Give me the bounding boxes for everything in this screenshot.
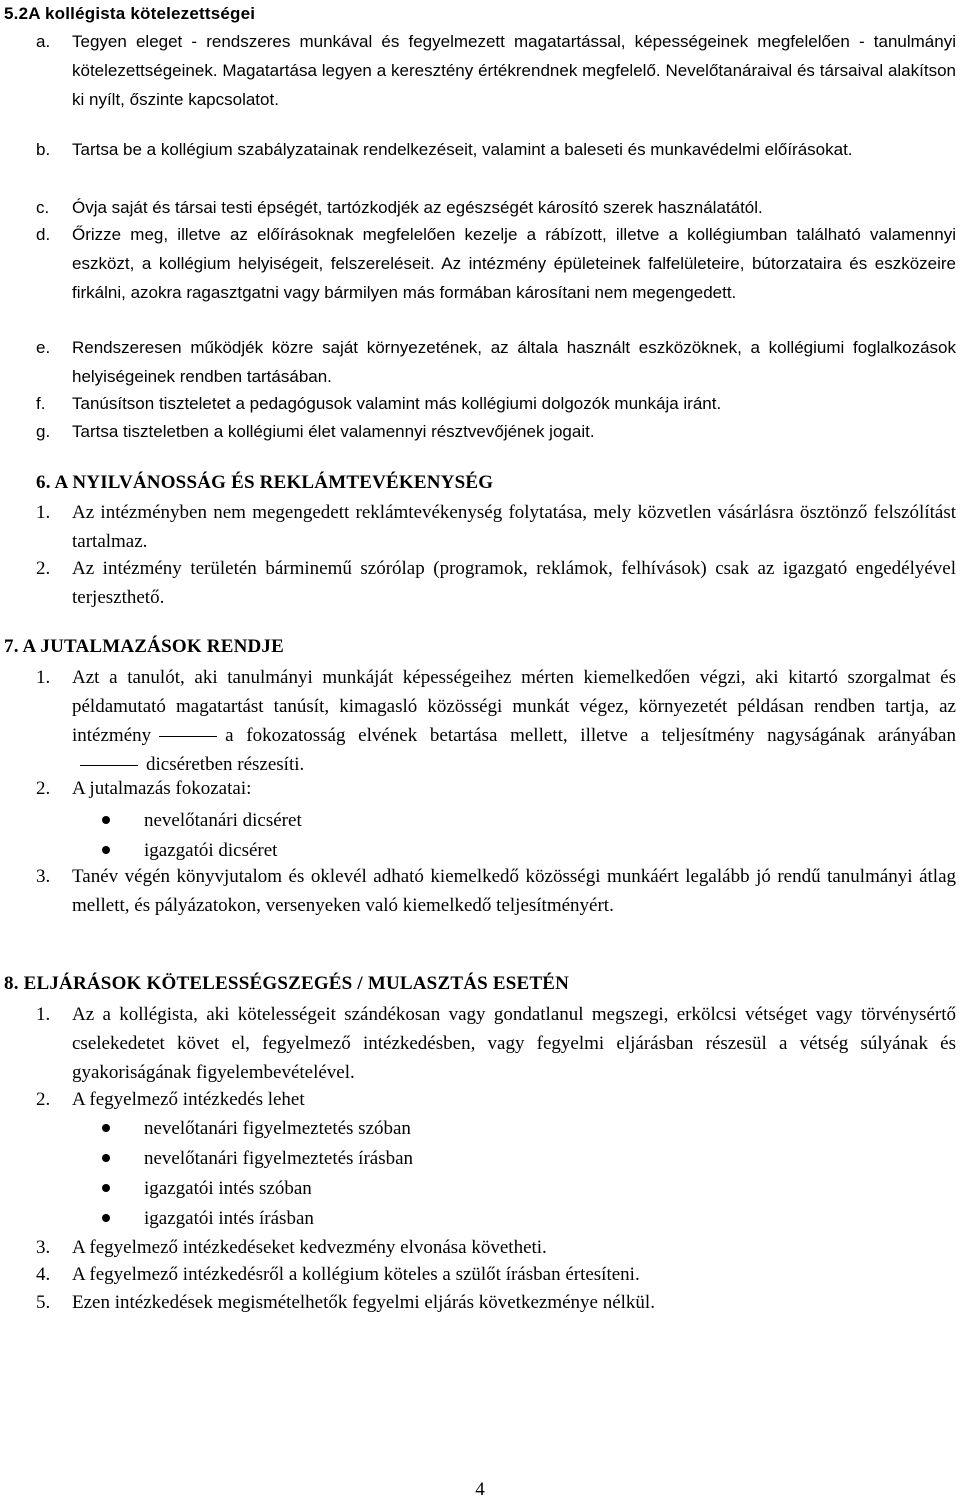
item-marker: 3.: [36, 1237, 51, 1258]
item-text: Őrizze meg, illetve az előírásoknak megfelelően kezelje a rábízott, illetve a kollégiumban található valamennyi eszközt, a kollégium helyiségeit, felszereléseit. Az intézmény épületeinek falfelületeire, bútorzataira és eszközeire firkálni, azokra ragasztgatni vagy bármilyen más formában károsítani nem megengedett.: [72, 225, 956, 302]
item-text: Ezen intézkedések megismételhetők fegyelmi eljárás következménye nélkül.: [72, 1292, 655, 1313]
item-marker: 2.: [36, 1089, 51, 1110]
bullet-icon: [102, 1184, 110, 1192]
bullet-text: nevelőtanári dicséret: [144, 810, 302, 831]
item-text: A fegyelmező intézkedéseket kedvezmény elvonása követheti.: [72, 1237, 547, 1258]
item-text: Tartsa tiszteletben a kollégiumi élet valamennyi résztvevőjének jogait.: [72, 422, 595, 441]
item-text: Rendszeresen működjék közre saját környezetének, az általa használt eszközöknek, a kollégiumi foglalkozások helyiségeinek rendben tartásában.: [72, 338, 956, 386]
item-marker: e.: [36, 338, 51, 357]
bullet-text: igazgatói intés írásban: [144, 1208, 314, 1229]
bullet-item: [72, 1144, 932, 1173]
bullet-text: nevelőtanári figyelmeztetés szóban: [144, 1118, 411, 1139]
list-item-g: [36, 417, 956, 446]
section-heading-7: 7. A JUTALMAZÁSOK RENDJE: [4, 636, 284, 657]
item-text: A fegyelmező intézkedésről a kollégium köteles a szülőt írásban értesíteni.: [72, 1264, 640, 1285]
bullet-text: igazgatói intés szóban: [144, 1178, 312, 1199]
item-text: Az a kollégista, aki kötelességeit szándékosan vagy gondatlanul megszegi, erkölcsi vétséget vagy törvénysértő cselekedetet követ el, fegyelmező intézkedésben, vagy fegyelmi eljárásban részesül a vétség súlyának és gyakoriságának figyelembevételével.: [72, 1004, 956, 1083]
item-marker: 4.: [36, 1264, 51, 1285]
item-text: Óvja saját és társai testi épségét, tartózkodjék az egészségét károsító szerek használatától.: [72, 198, 763, 217]
list-item-7-3: [36, 862, 956, 920]
dash-rule: [80, 765, 138, 766]
item-text-part: Azt a tanulót, aki tanulmányi munkáját képességeihez mérten kiemelkedően végzi, aki kitartó szorgalmat és példamutató magatartást tanúsít, kimagasló közösségi munkát végez, környezetét példásan rendben tartja, az intézmény: [72, 667, 956, 746]
list-item-6-1: [36, 498, 956, 556]
item-marker: 1.: [36, 667, 51, 688]
item-marker: g.: [36, 422, 51, 441]
list-item-b: [36, 135, 956, 164]
bullet-icon: [102, 846, 110, 854]
list-item-e: [36, 333, 956, 391]
item-text: Tanév végén könyvjutalom és oklevél adható kiemelkedő közösségi munkáért legalább jó rendű tanulmányi átlag mellett, és pályázatokon, versenyeken való kiemelkedő teljesítményért.: [72, 866, 956, 916]
item-text: Tartsa be a kollégium szabályzatainak rendelkezéseit, valamint a baleseti és munkavédelmi előírásokat.: [72, 140, 853, 159]
item-text: Az intézményben nem megengedett reklámtevékenység folytatása, mely közvetlen vásárlásra ösztönző felszólítást tartalmaz.: [72, 502, 956, 552]
item-text-part: dicséretben részesíti.: [146, 754, 305, 775]
bullet-icon: [102, 816, 110, 824]
section-heading-5-2: 5.2A kollégista kötelezettségei: [4, 4, 256, 23]
list-item-7-1: [36, 663, 956, 779]
item-marker: 2.: [36, 778, 51, 799]
page-number: 4: [475, 1479, 485, 1500]
bullet-icon: [102, 1124, 110, 1132]
item-marker: c.: [36, 198, 50, 217]
bullet-text: nevelőtanári figyelmeztetés írásban: [144, 1148, 414, 1169]
item-marker: 2.: [36, 558, 51, 579]
list-item-8-5: [36, 1288, 956, 1317]
list-item-8-1: [36, 1000, 956, 1087]
list-item-6-2: [36, 554, 956, 612]
bullet-icon: [102, 1154, 110, 1162]
dash-rule: [159, 736, 217, 737]
item-text-part: a fokozatosság elvének betartása mellett, illetve a teljesítmény nagyságának arányában: [225, 725, 956, 746]
list-item-a: [36, 27, 956, 114]
bullet-item: [72, 836, 932, 865]
bullet-text: igazgatói dicséret: [144, 840, 278, 861]
list-item-8-4: [36, 1260, 956, 1289]
item-marker: b.: [36, 140, 51, 159]
bullet-item: [72, 1114, 932, 1143]
list-item-c: [36, 193, 956, 222]
item-text: [72, 663, 956, 779]
item-marker: d.: [36, 225, 51, 244]
item-marker: 1.: [36, 502, 51, 523]
item-text: A fegyelmező intézkedés lehet: [72, 1089, 305, 1110]
bullet-item: [72, 1204, 932, 1233]
section-heading-6: 6. A NYILVÁNOSSÁG ÉS REKLÁMTEVÉKENYSÉG: [36, 472, 494, 493]
item-marker: 5.: [36, 1292, 51, 1313]
list-item-f: [36, 389, 956, 418]
item-marker: 1.: [36, 1004, 51, 1025]
item-text: Tanúsítson tiszteletet a pedagógusok valamint más kollégiumi dolgozók munkája iránt.: [72, 394, 722, 413]
item-text: Az intézmény területén bárminemű szórólap (programok, reklámok, felhívások) csak az igazgató engedélyével terjeszthető.: [72, 558, 956, 608]
list-item-8-2: [36, 1085, 956, 1114]
list-item-d: [36, 220, 956, 307]
bullet-item: [72, 1174, 932, 1203]
item-text: A jutalmazás fokozatai:: [72, 778, 252, 799]
list-item-8-3: [36, 1233, 956, 1262]
bullet-item: [72, 806, 932, 835]
item-marker: f.: [36, 394, 46, 413]
bullet-icon: [102, 1214, 110, 1222]
section-heading-8: 8. ELJÁRÁSOK KÖTELESSÉGSZEGÉS / MULASZTÁS ESETÉN: [4, 973, 570, 994]
item-marker: a.: [36, 32, 51, 51]
list-item-7-2: [36, 774, 956, 803]
item-marker: 3.: [36, 866, 51, 887]
item-text: Tegyen eleget - rendszeres munkával és fegyelmezett magatartással, képességeinek megfelelően - tanulmányi kötelezettségeinek. Magatartása legyen a keresztény értékrendnek megfelelő. Nevelőtanáraival és társaival alakítson ki nyílt, őszinte kapcsolatot.: [72, 32, 956, 109]
